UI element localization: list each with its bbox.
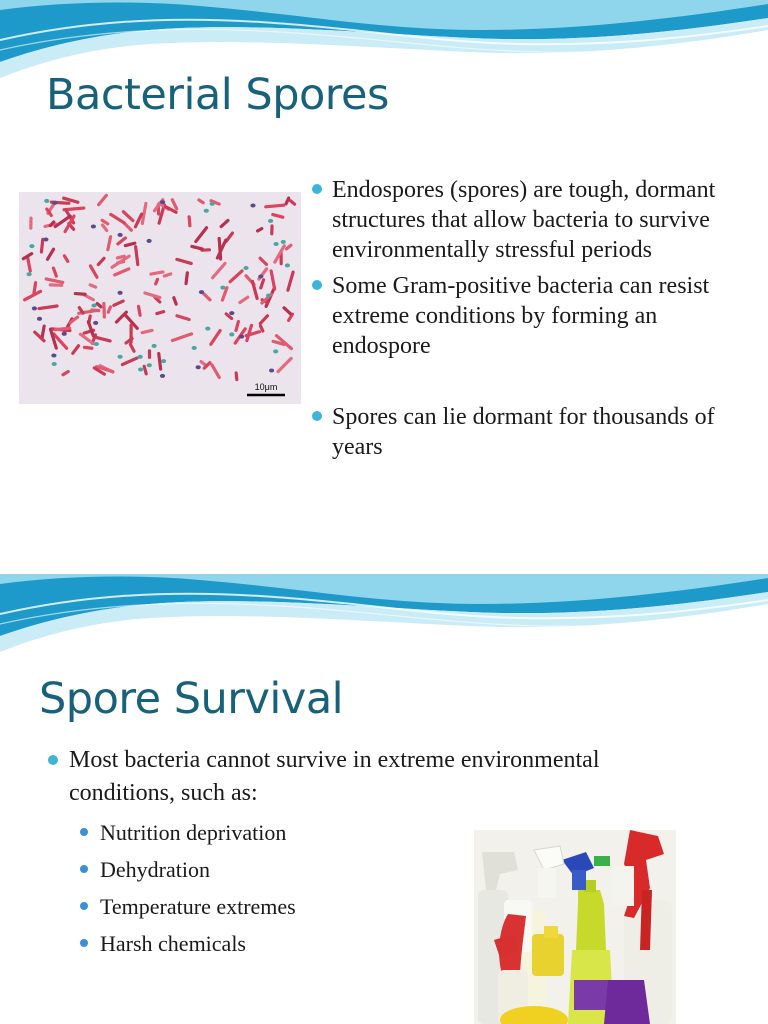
bacterium-rod (286, 270, 295, 292)
bacterium-rod (106, 305, 112, 315)
spore-dot (199, 290, 204, 294)
spore-dot (196, 365, 201, 369)
bacterium-rod (270, 224, 274, 235)
wave-header-decoration (0, 574, 768, 664)
slide-spore-survival (0, 574, 768, 1024)
spore-dot (91, 225, 96, 229)
bacterium-rod (113, 267, 131, 277)
sub-bullet-icon (80, 902, 88, 910)
bacterium-rod (45, 247, 55, 261)
spore-dot (44, 199, 49, 203)
bacterium-rod (276, 356, 294, 374)
bacterium-rod (255, 226, 264, 233)
bacterium-rod (83, 346, 94, 350)
spore-dot (220, 286, 225, 290)
bullet-icon (312, 280, 322, 290)
spore-dot (229, 311, 234, 315)
spore-dot (51, 354, 56, 358)
bacterium-rod (234, 371, 238, 381)
bacterium-rod (197, 198, 206, 205)
bacterium-rod (284, 243, 293, 251)
spore-dot (37, 317, 42, 321)
spore-dot (160, 374, 165, 378)
bacterium-rod (210, 363, 222, 380)
spore-dot (27, 272, 32, 276)
spore-dot (62, 332, 67, 336)
sub-bullet-list (80, 814, 440, 962)
bullet-icon (48, 755, 58, 765)
bullet-icon (312, 184, 322, 194)
bacterium-rod (175, 314, 191, 322)
bullet-item: Most bacteria cannot survive in extreme environmental conditions, such as: (48, 744, 608, 810)
sub-bullet-icon (80, 865, 88, 873)
gram-stain-micrograph (19, 192, 301, 404)
spore-dot (118, 233, 123, 237)
bullet-item: Endospores (spores) are tough, dormant structures that allow bacteria to survive environmentally stressful periods (312, 175, 752, 265)
sub-bullet-item: Temperature extremes (80, 888, 440, 925)
bacterium-rod (258, 256, 269, 267)
spore-dot (152, 344, 157, 348)
bacterium-rod (88, 283, 98, 289)
bacterium-rod (120, 356, 139, 367)
bacterium-rod (251, 279, 259, 300)
spore-dot (274, 242, 279, 246)
bacterium-rod (96, 256, 106, 267)
spore-dot (52, 201, 57, 205)
spore-dot (210, 202, 215, 206)
bullet-list (312, 175, 752, 462)
spore-dot (138, 355, 143, 359)
bullet-item: Spores can lie dormant for thousands of years (312, 402, 752, 462)
bacterium-rod (128, 342, 136, 353)
bacterium-rod (88, 264, 99, 280)
spore-dot (258, 275, 263, 279)
spore-dot (192, 346, 197, 350)
bacterium-rod (149, 270, 165, 276)
bacterium-rod (209, 328, 223, 346)
scale-label: 10μm (254, 382, 278, 392)
bacterium-rod (108, 212, 126, 225)
bacterium-rod (106, 235, 113, 252)
sub-bullet-item: Dehydration (80, 851, 440, 888)
bacterium-rod (22, 289, 42, 302)
spore-dot (93, 321, 98, 325)
bacterium-rod (282, 306, 293, 317)
bacterium-rod (234, 320, 240, 333)
bacterium-rod (51, 266, 58, 278)
slide-title: Spore Survival (39, 674, 344, 724)
bacterium-rod (96, 193, 108, 207)
bacterium-rod (228, 269, 244, 284)
slide-gap (0, 512, 768, 574)
sub-bullet-item: Nutrition deprivation (80, 814, 440, 851)
sub-bullet-icon (80, 939, 88, 947)
spore-dot (266, 294, 271, 298)
bacterium-rod (190, 244, 204, 250)
bacterium-rod (61, 369, 71, 377)
bacterium-rod (134, 245, 140, 266)
bacterium-rod (112, 299, 125, 308)
bacterium-rod (37, 304, 59, 310)
bacterium-rod (49, 283, 64, 287)
bullet-item: Some Gram-positive bacteria can resist extreme conditions by forming an endospore (312, 271, 752, 361)
spore-dot (273, 349, 278, 353)
bacterium-rod (219, 218, 230, 229)
spore-dot (32, 306, 37, 310)
bacterium-rod (74, 292, 87, 296)
spore-dot (118, 291, 123, 295)
bullet-list (48, 744, 608, 810)
bacterium-rod (184, 271, 189, 285)
bacterium-rod (238, 295, 250, 305)
spore-dot (269, 369, 274, 373)
bacterium-rod (148, 349, 151, 359)
bacterium-rod (68, 315, 80, 325)
spore-dot (161, 359, 166, 363)
spore-dot (147, 239, 152, 243)
bacterium-rod (140, 328, 154, 334)
bacterium-rod (273, 244, 287, 265)
bacterium-rod (44, 277, 64, 284)
bacterium-rod (271, 213, 285, 220)
bacterium-rod (264, 203, 285, 208)
spore-dot (281, 240, 286, 244)
spore-dot (160, 200, 165, 204)
sub-bullet-item: Harsh chemicals (80, 925, 440, 962)
spore-dot (43, 238, 48, 242)
spore-dot (243, 266, 248, 270)
spore-dot (239, 335, 244, 339)
bacterium-rod (71, 344, 81, 356)
spore-dot (268, 219, 273, 223)
bacterium-rod (143, 291, 162, 300)
sub-bullet-icon (80, 828, 88, 836)
spore-dot (229, 332, 234, 336)
spore-dot (92, 304, 97, 308)
spore-dot (29, 244, 34, 248)
spore-dot (250, 204, 255, 208)
bacterium-rod (175, 257, 193, 265)
bacterium-rod (210, 261, 227, 280)
bacterium-rod (187, 215, 191, 227)
bacterium-rod (137, 305, 142, 317)
bacterium-rod (155, 310, 166, 316)
bacterium-rod (102, 302, 106, 319)
bacterium-rod (154, 277, 160, 286)
bacterium-rod (62, 254, 70, 264)
spore-dot (138, 368, 143, 372)
spore-dot (94, 342, 99, 346)
slide-title: Bacterial Spores (46, 70, 389, 120)
bacterium-rod (258, 314, 270, 326)
bacterium-rod (172, 296, 178, 306)
spore-dot (285, 263, 290, 267)
spore-dot (205, 327, 210, 331)
spore-dot (118, 355, 123, 359)
spore-dot (147, 363, 152, 367)
bacterium-rod (269, 269, 276, 291)
cleaning-spray-bottles (474, 830, 676, 1024)
spore-dot (204, 209, 209, 213)
bacterium-rod (194, 225, 209, 243)
bullet-icon (312, 411, 322, 421)
bacterium-rod (29, 216, 32, 229)
bacterium-rod (170, 332, 193, 343)
spore-dot (52, 362, 57, 366)
